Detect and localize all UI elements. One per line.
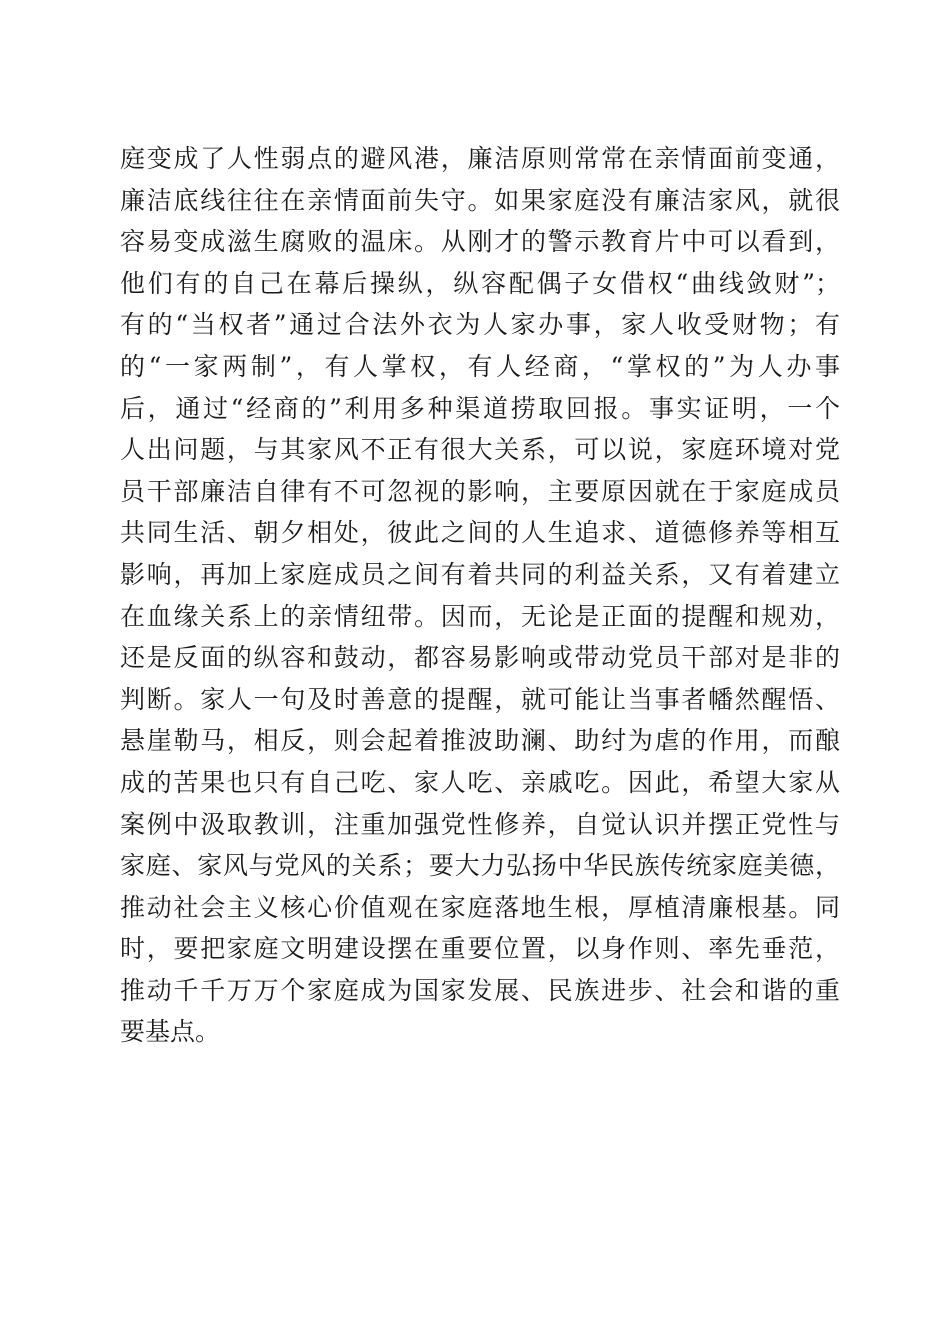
text-line: 的“一家两制”，有人掌权，有人经商，“掌权的”为人办事 bbox=[120, 351, 840, 381]
text-line: 共同生活、朝夕相处，彼此之间的人生追求、道德修养等相互 bbox=[120, 518, 840, 548]
text-line: 还是反面的纵容和鼓动，都容易影响或带动党员干部对是非的 bbox=[120, 643, 840, 673]
text-line: 影响，再加上家庭成员之间有着共同的利益关系，又有着建立 bbox=[120, 559, 840, 589]
text-line: 推动千千万万个家庭成为国家发展、民族进步、社会和谐的重 bbox=[120, 975, 840, 1005]
text-line: 家庭、家风与党风的关系；要大力弘扬中华民族传统家庭美德， bbox=[120, 851, 840, 881]
text-line: 在血缘关系上的亲情纽带。因而，无论是正面的提醒和规劝， bbox=[120, 601, 840, 631]
text-line: 员干部廉洁自律有不可忽视的影响，主要原因就在于家庭成员 bbox=[120, 476, 840, 506]
body-paragraph bbox=[120, 138, 840, 1053]
text-line: 成的苦果也只有自己吃、家人吃、亲戚吃。因此，希望大家从 bbox=[120, 767, 840, 797]
text-line: 有的“当权者”通过合法外衣为人家办事，家人收受财物；有 bbox=[120, 310, 840, 340]
text-line: 后，通过“经商的”利用多种渠道捞取回报。事实证明，一个 bbox=[120, 393, 840, 423]
text-line: 庭变成了人性弱点的避风港，廉洁原则常常在亲情面前变通， bbox=[120, 144, 840, 173]
text-line: 案例中汲取教训，注重加强党性修养，自觉认识并摆正党性与 bbox=[120, 809, 840, 839]
text-line: 人出问题，与其家风不正有很大关系，可以说，家庭环境对党 bbox=[120, 435, 840, 465]
text-line: 悬崖勒马，相反，则会起着推波助澜、助纣为虐的作用，而酿 bbox=[120, 726, 840, 756]
text-line: 判断。家人一句及时善意的提醒，就可能让当事者幡然醒悟、 bbox=[120, 684, 840, 714]
text-line-last: 要基点。 bbox=[120, 1017, 221, 1047]
text-line: 推动社会主义核心价值观在家庭落地生根，厚植清廉根基。同 bbox=[120, 892, 840, 922]
text-line: 他们有的自己在幕后操纵，纵容配偶子女借权“曲线敛财”； bbox=[120, 268, 840, 298]
text-line: 时，要把家庭文明建设摆在重要位置，以身作则、率先垂范， bbox=[120, 934, 840, 964]
text-line: 廉洁底线往往在亲情面前失守。如果家庭没有廉洁家风，就很 bbox=[120, 185, 840, 215]
text-line: 容易变成滋生腐败的温床。从刚才的警示教育片中可以看到， bbox=[120, 227, 840, 257]
